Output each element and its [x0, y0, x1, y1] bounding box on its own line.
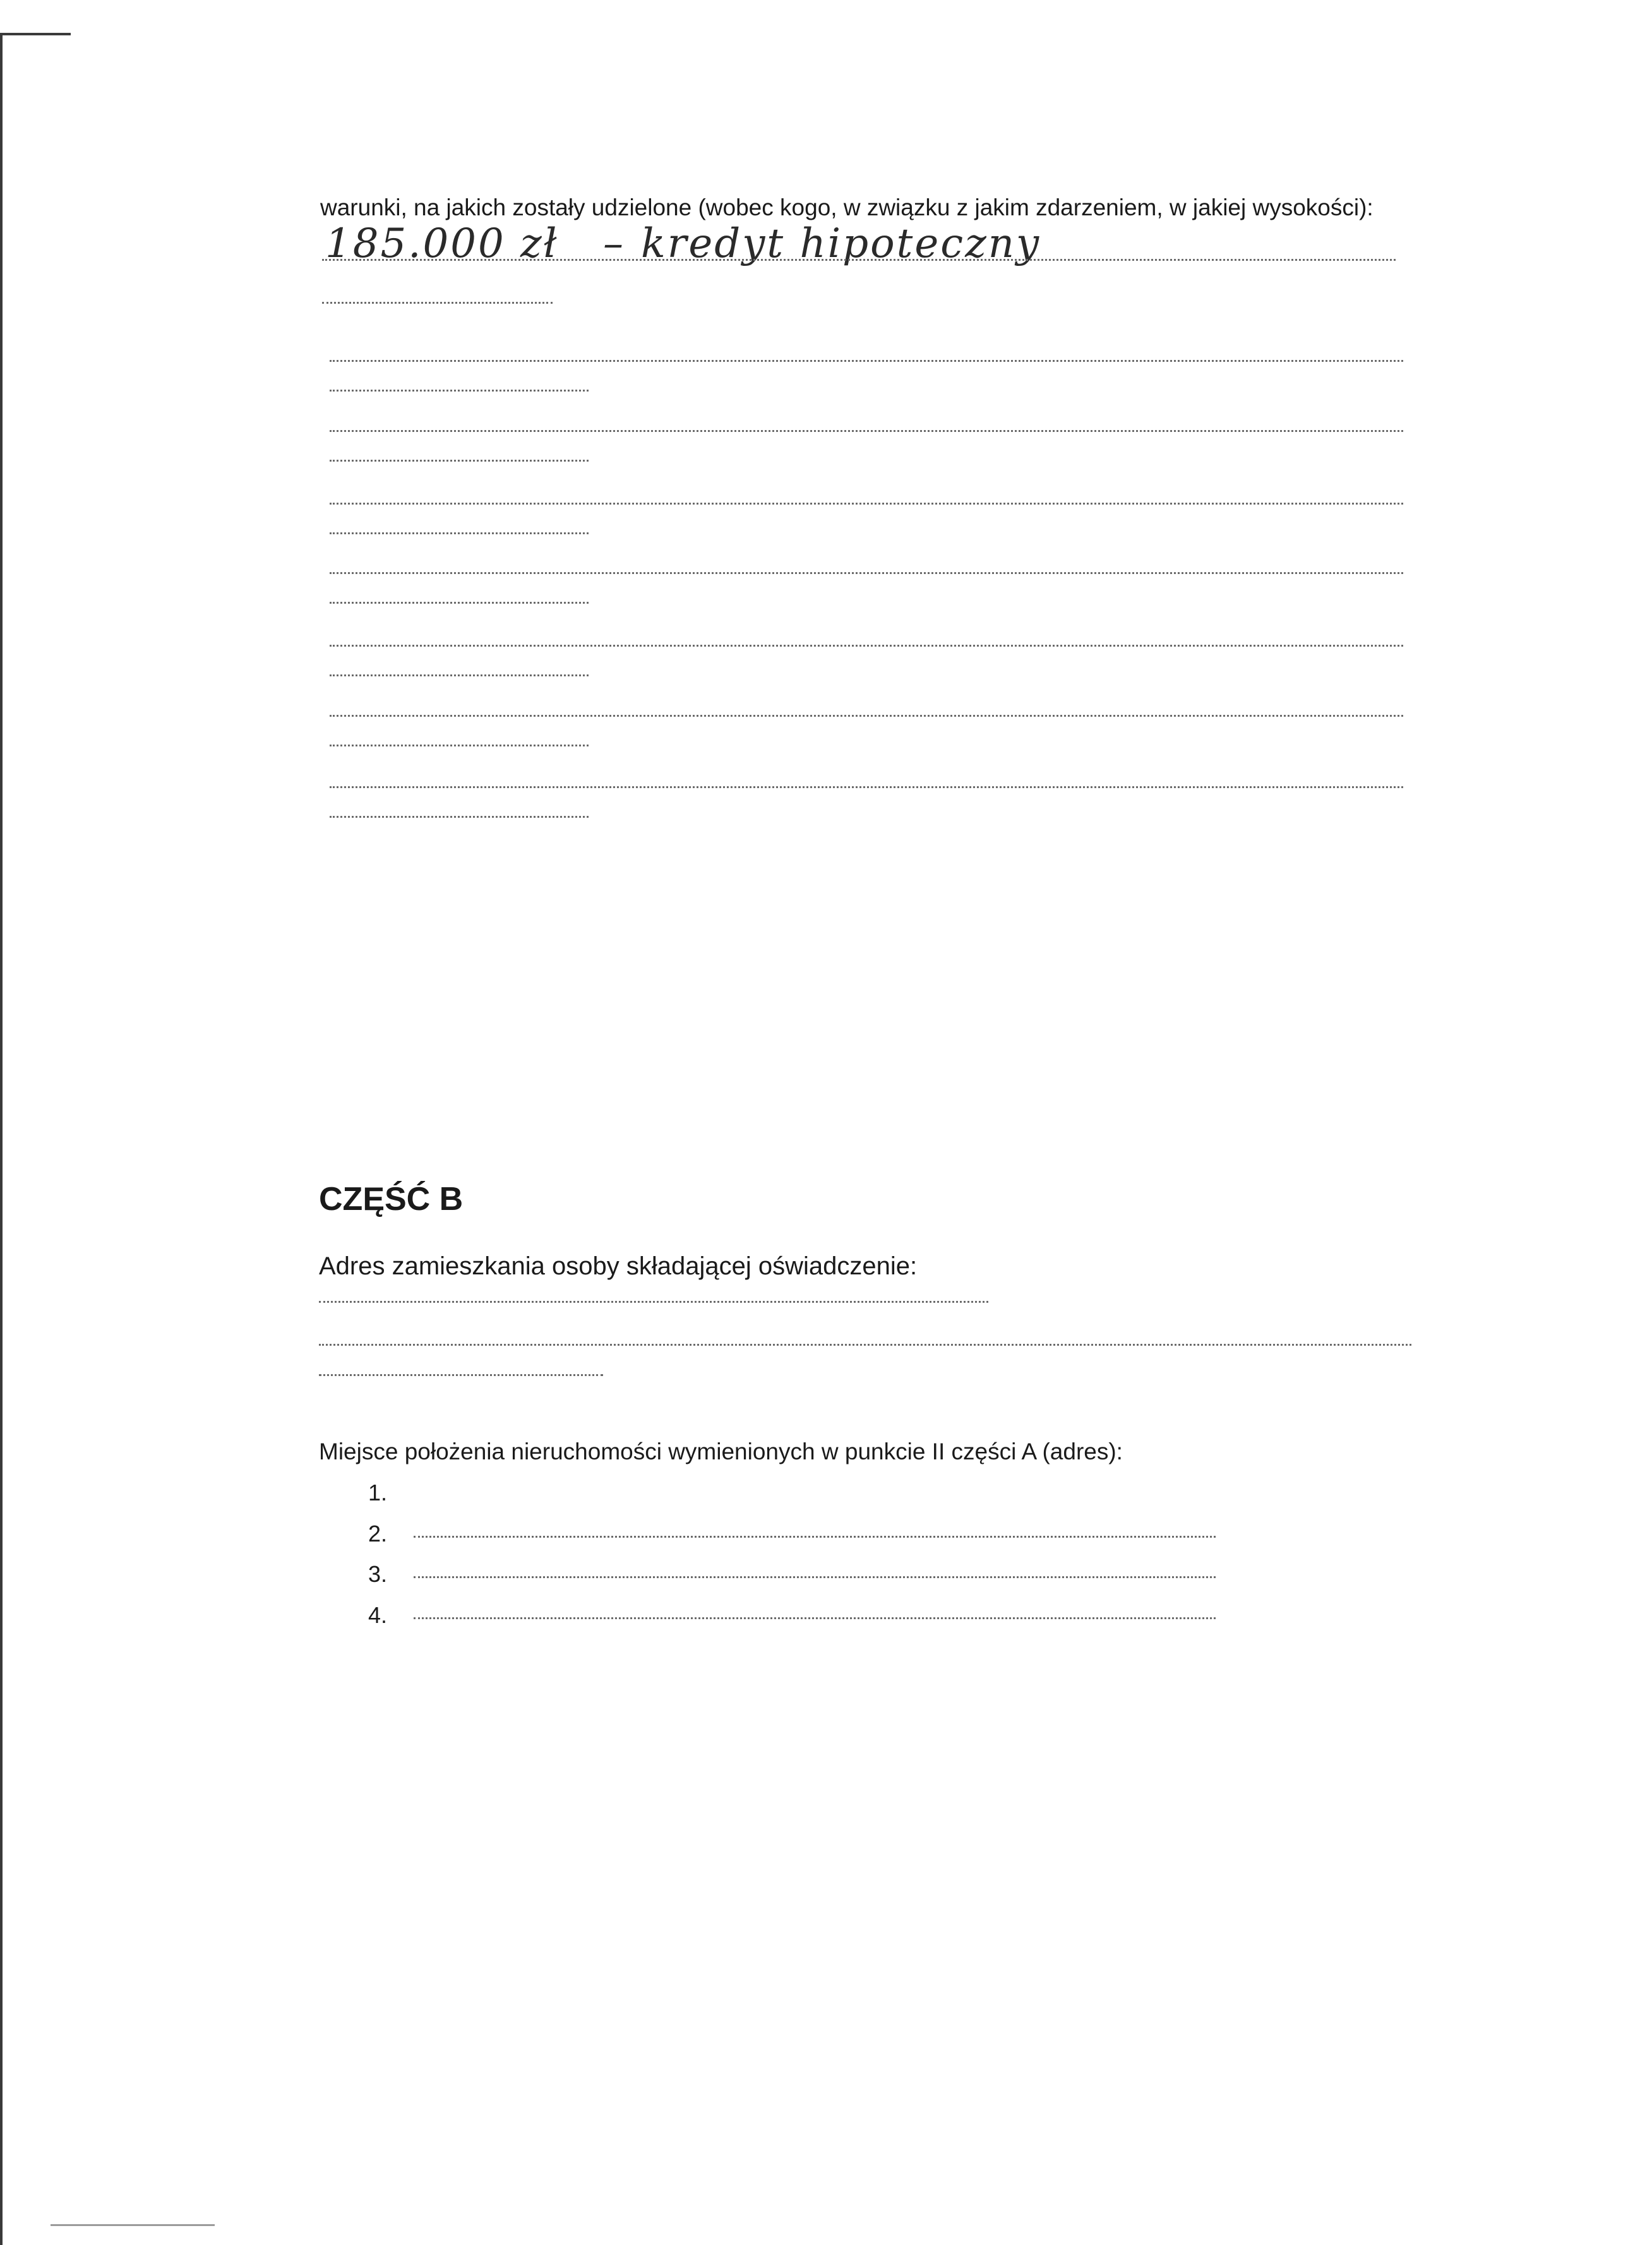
property-item-line [414, 1536, 1216, 1538]
scan-border-bottom [51, 2224, 215, 2226]
answer-line-5b [330, 602, 589, 604]
address-line-1 [319, 1301, 988, 1303]
handwritten-description: kredyt hipoteczny [641, 220, 1041, 267]
property-item-number: 1. [368, 1480, 388, 1506]
part-b-heading: CZĘŚĆ B [319, 1181, 464, 1218]
property-item-number: 3. [368, 1561, 388, 1587]
answer-line-7b [330, 745, 589, 746]
address-label: Adres zamieszkania osoby składającej oświadczenie: [319, 1252, 918, 1280]
answer-line-7 [330, 715, 1403, 717]
answer-line-4 [330, 503, 1403, 505]
scan-border-left [0, 33, 3, 2245]
address-line-2 [319, 1344, 1411, 1346]
handwritten-amount: 185.000 zł [325, 220, 559, 267]
answer-line-1b [322, 302, 553, 304]
answer-line-4b [330, 532, 589, 534]
answer-line-8 [330, 786, 1403, 788]
property-item-line [414, 1576, 1216, 1578]
answer-line-6 [330, 645, 1403, 647]
answer-line-1 [322, 259, 1396, 261]
property-item-line [414, 1617, 1216, 1619]
answer-line-6b [330, 674, 589, 676]
scan-border-top [0, 33, 71, 35]
answer-line-2b [330, 390, 589, 392]
answer-line-2 [330, 360, 1403, 362]
answer-line-5 [330, 572, 1403, 574]
answer-line-3b [330, 460, 589, 462]
answer-line-8b [330, 816, 589, 818]
answer-line-3 [330, 430, 1403, 432]
address-line-3 [319, 1374, 603, 1376]
property-label: Miejsce położenia nieruchomości wymienionych w punkcie II części A (adres): [319, 1439, 1123, 1464]
conditions-label: warunki, na jakich zostały udzielone (wobec kogo, w związku z jakim zdarzeniem, w jakiej wysokości): [320, 195, 1374, 220]
property-item-number: 4. [368, 1602, 388, 1628]
property-item-number: 2. [368, 1521, 388, 1547]
handwritten-dash: – [603, 220, 625, 267]
